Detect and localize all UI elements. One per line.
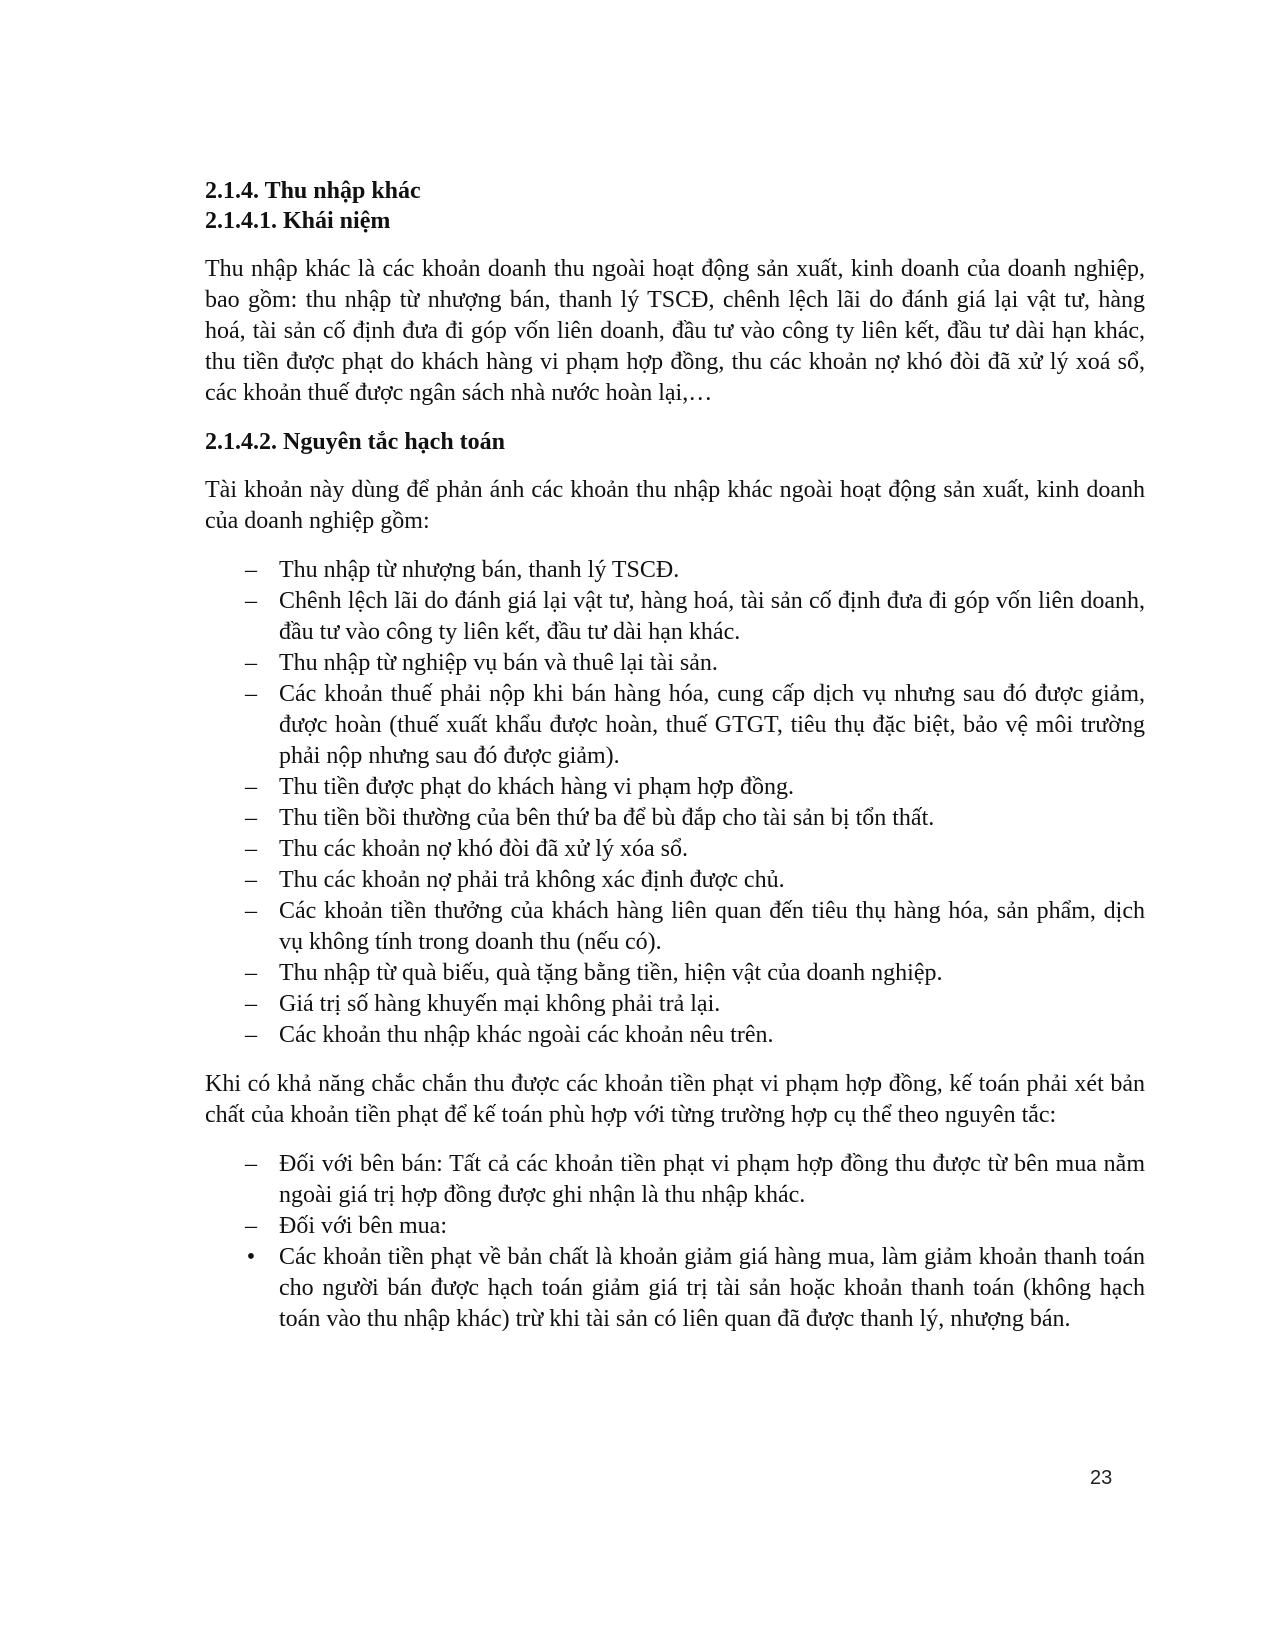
- dash-marker: –: [245, 588, 257, 614]
- dash-marker: –: [245, 557, 257, 583]
- dash-marker: –: [245, 960, 257, 986]
- list-item: – Đối với bên mua:: [279, 1211, 1145, 1242]
- dash-marker: –: [245, 898, 257, 924]
- bullet-marker: •: [246, 1244, 256, 1270]
- dash-marker: –: [245, 805, 257, 831]
- list-item: – Thu các khoản nợ phải trả không xác định được chủ.: [279, 865, 1145, 896]
- dash-marker: –: [245, 1213, 257, 1239]
- list-item: – Thu tiền bồi thường của bên thứ ba để bù đắp cho tài sản bị tổn thất.: [279, 803, 1145, 834]
- list-item: – Các khoản thuế phải nộp khi bán hàng hóa, cung cấp dịch vụ nhưng sau đó được giảm, được hoàn (thuế xuất khẩu được hoàn, thuế GTGT, tiêu thụ đặc biệt, bảo vệ môi trường phải nộp nhưng sau đó được giảm).: [279, 679, 1145, 772]
- subsection-heading-principles: 2.1.4.2. Nguyên tắc hạch toán: [205, 429, 506, 455]
- page-number: 23: [1090, 1467, 1113, 1489]
- list-item: – Thu tiền được phạt do khách hàng vi phạm hợp đồng.: [279, 772, 1145, 803]
- list-item: – Thu nhập từ nhượng bán, thanh lý TSCĐ.: [279, 555, 1145, 586]
- dash-marker: –: [245, 991, 257, 1017]
- income-items-list: [205, 555, 1145, 1051]
- list-item: – Đối với bên bán: Tất cả các khoản tiền phạt vi phạm hợp đồng thu được từ bên mua nằm ngoài giá trị hợp đồng được ghi nhận là thu nhập khác.: [279, 1149, 1145, 1211]
- section-heading: 2.1.4. Thu nhập khác: [205, 178, 421, 204]
- penalty-items-list: [205, 1149, 1145, 1335]
- dash-marker: –: [245, 774, 257, 800]
- list-item: – Thu nhập từ nghiệp vụ bán và thuê lại tài sản.: [279, 648, 1145, 679]
- list-item: – Giá trị số hàng khuyến mại không phải trả lại.: [279, 989, 1145, 1020]
- list-item: – Các khoản tiền thưởng của khách hàng liên quan đến tiêu thụ hàng hóa, sản phẩm, dịch vụ không tính trong doanh thu (nếu có).: [279, 896, 1145, 958]
- dash-marker: –: [245, 681, 257, 707]
- list-item: • Các khoản tiền phạt về bản chất là khoản giảm giá hàng mua, làm giảm khoản thanh toán cho người bán được hạch toán giảm giá trị tài sản hoặc khoản thanh toán (không hạch toán vào thu nhập khác) trừ khi tài sản có liên quan đã được thanh lý, nhượng bán.: [279, 1242, 1145, 1335]
- concept-paragraph: Thu nhập khác là các khoản doanh thu ngoài hoạt động sản xuất, kinh doanh của doanh nghiệp, bao gồm: thu nhập từ nhượng bán, thanh lý TSCĐ, chênh lệch lãi do đánh giá lại vật tư, hàng hoá, tài sản cố định đưa đi góp vốn liên doanh, đầu tư vào công ty liên kết, đầu tư dài hạn khác, thu tiền được phạt do khách hàng vi phạm hợp đồng, thu các khoản nợ khó đòi đã xử lý xoá sổ, các khoản thuế được ngân sách nhà nước hoàn lại,…: [205, 256, 1145, 406]
- list-item: – Các khoản thu nhập khác ngoài các khoản nêu trên.: [279, 1020, 1145, 1051]
- dash-marker: –: [245, 650, 257, 676]
- list-item: – Thu nhập từ quà biếu, quà tặng bằng tiền, hiện vật của doanh nghiệp.: [279, 958, 1145, 989]
- list-item: – Chênh lệch lãi do đánh giá lại vật tư, hàng hoá, tài sản cố định đưa đi góp vốn liên doanh, đầu tư vào công ty liên kết, đầu tư dài hạn khác.: [279, 586, 1145, 648]
- dash-marker: –: [245, 1151, 257, 1177]
- page-content: [205, 176, 1145, 1335]
- dash-marker: –: [245, 836, 257, 862]
- penalty-paragraph: Khi có khả năng chắc chắn thu được các khoản tiền phạt vi phạm hợp đồng, kế toán phải xét bản chất của khoản tiền phạt để kế toán phù hợp với từng trường hợp cụ thể theo nguyên tắc:: [205, 1071, 1145, 1128]
- list-item: – Thu các khoản nợ khó đòi đã xử lý xóa sổ.: [279, 834, 1145, 865]
- principles-intro-paragraph: Tài khoản này dùng để phản ánh các khoản thu nhập khác ngoài hoạt động sản xuất, kinh doanh của doanh nghiệp gồm:: [205, 477, 1145, 534]
- subsection-heading-concept: 2.1.4.1. Khái niệm: [205, 208, 391, 234]
- dash-marker: –: [245, 1022, 257, 1048]
- dash-marker: –: [245, 867, 257, 893]
